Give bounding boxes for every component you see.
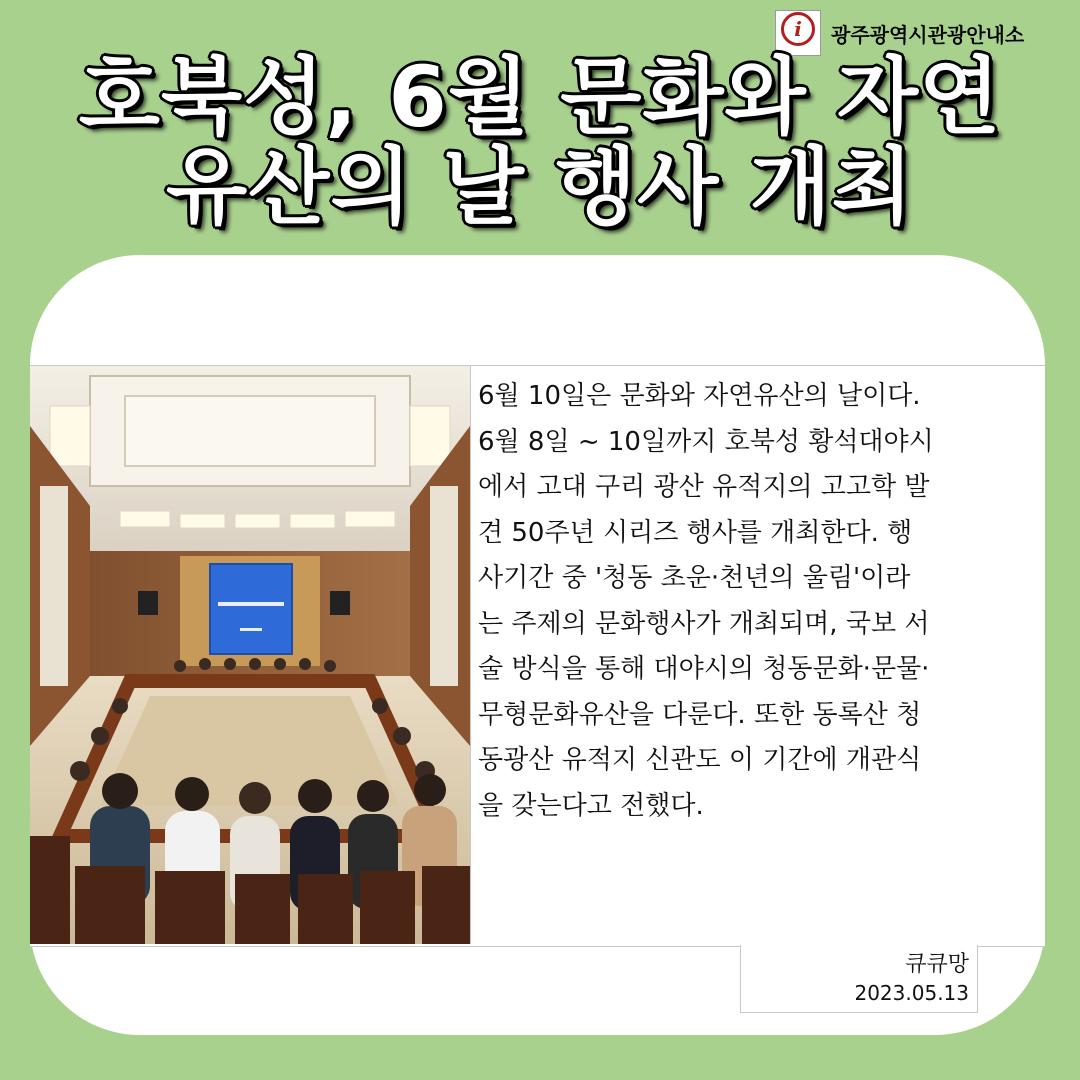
article-text: 6월 10일은 문화와 자연유산의 날이다. 6월 8일 ~ 10일까지 호북성 황석대야시 에서 고대 구리 광산 유적지의 고고학 발 견 50주년 시리즈 행사를 개최한다. 행 사기간 중 '청동 초운·천년의 울림'이라 는 주제의 문화행사가 개최되며, 국보 서 술 방식을 통해 대야시의 청동문화·문물· 무형문화유산을 다룬다. 또한 동록산 청 동광산 유적지 신관도 이 기간에 개관식 을 갖는다고 전했다. — [478, 381, 934, 821]
source-box — [740, 945, 978, 1013]
headline — [0, 48, 1080, 236]
logo-letter: i — [781, 12, 815, 46]
source-name: 큐큐망 — [905, 952, 969, 977]
source-date: 2023.05.13 — [854, 981, 969, 1005]
article-panel — [30, 365, 1045, 947]
brand-name: 광주광역시관광안내소 — [831, 22, 1025, 47]
headline-line-1: 호북성, 6월 문화와 자연 — [78, 48, 1002, 146]
meeting-photo — [30, 366, 471, 944]
headline-line-2: 유산의 날 행사 개최 — [166, 138, 914, 236]
